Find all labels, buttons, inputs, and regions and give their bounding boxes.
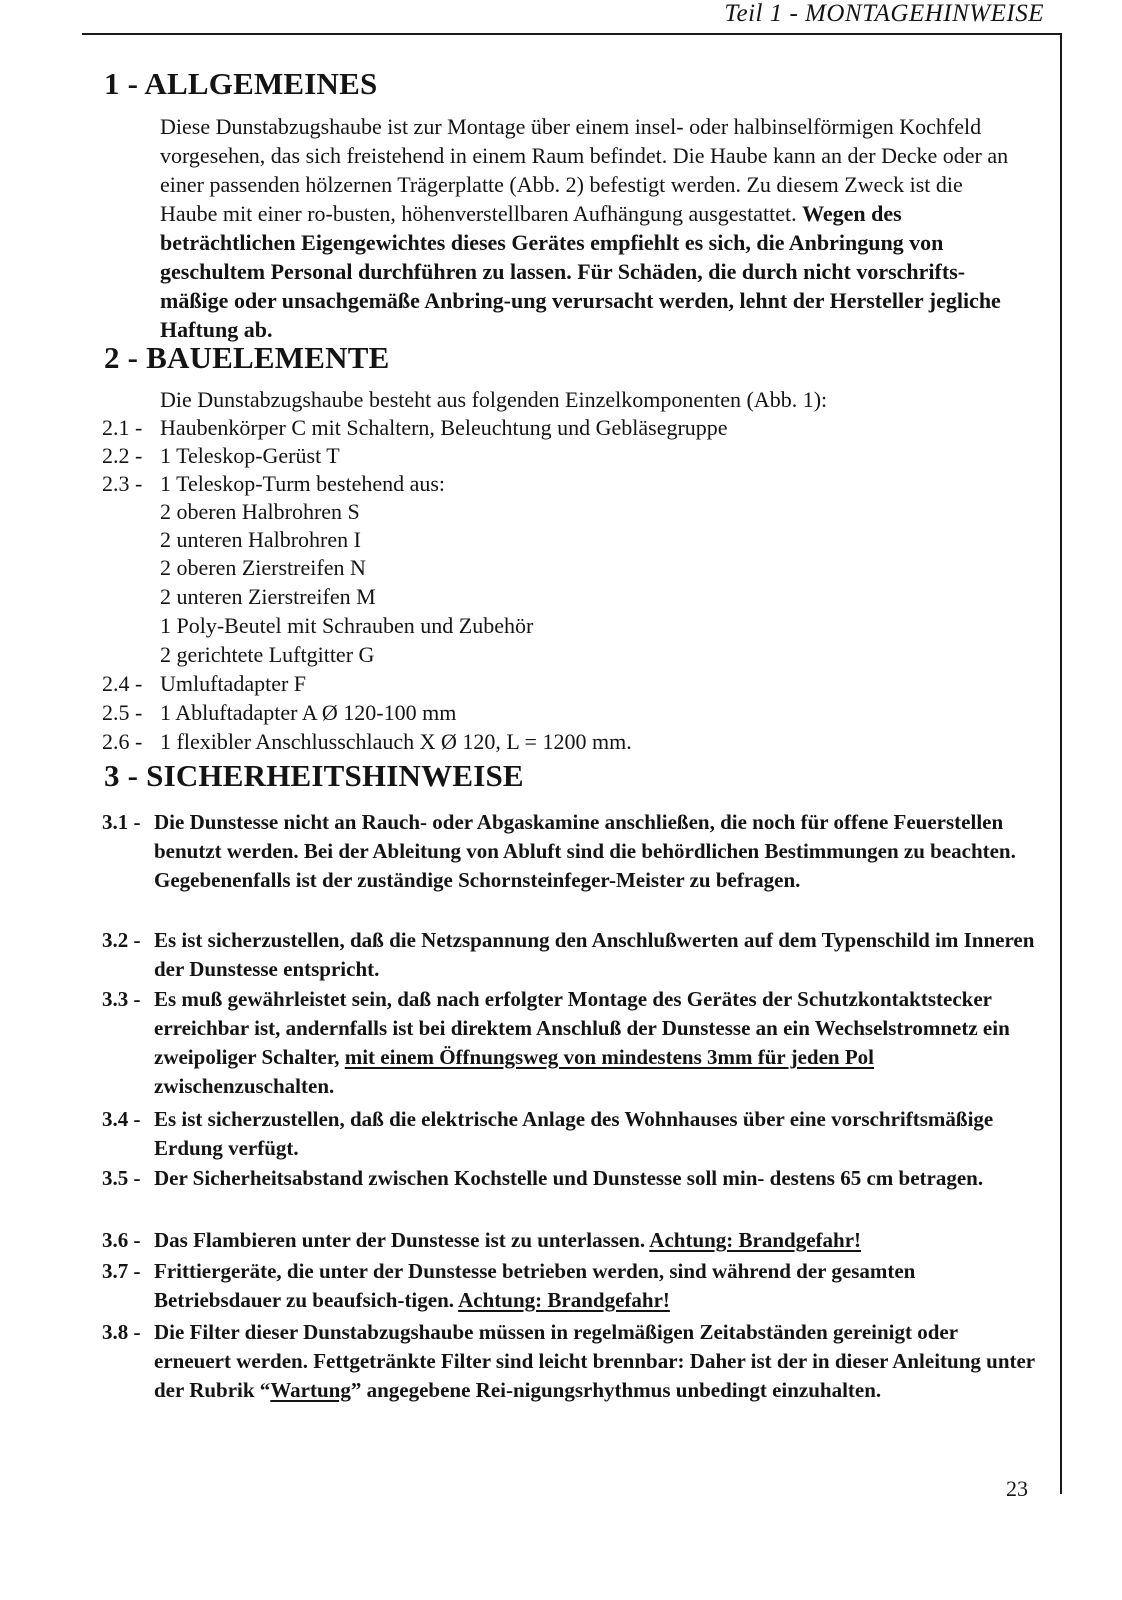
section-heading-allgemeines: 1 - ALLGEMEINES — [104, 66, 378, 101]
item-number: 3.1 - — [102, 810, 141, 834]
safety-item-3-2 — [102, 926, 1037, 984]
safety-item-3-4 — [102, 1105, 1037, 1163]
section-heading-sicherheitshinweise: 3 - SICHERHEITSHINWEISE — [104, 758, 524, 793]
section-heading-bauelemente: 2 - BAUELEMENTE — [104, 340, 390, 375]
item-text: Die Filter dieser Dunstabzugshaube müssen in regelmäßigen Zeitabständen gereinigt oder erneuert werden. Fettgetränkte Filter sind leicht brennbar: Daher ist der in dieser Anleitung unter der Rubrik “ — [154, 1320, 1035, 1402]
item-text: Das Flambieren unter der Dunstesse ist zu unterlassen. — [154, 1228, 646, 1252]
safety-item-3-7 — [102, 1257, 1037, 1315]
sub-item: 1 Poly-Beutel mit Schrauben und Zubehör — [160, 613, 534, 638]
item-underlined-text: mit einem Öffnungsweg von mindestens 3mm für jeden Pol — [344, 1045, 874, 1069]
item-number: 3.3 - — [102, 987, 141, 1011]
item-text: 1 Abluftadapter A Ø 120-100 mm — [160, 700, 457, 725]
item-number: 3.4 - — [102, 1107, 141, 1131]
item-number: 3.8 - — [102, 1320, 141, 1344]
sub-item: 2 unteren Halbrohren I — [160, 527, 361, 552]
item-tail-text: ” angegebene Rei-nigungsrhythmus unbedingt einzuhalten. — [350, 1378, 882, 1402]
allgemeines-warning-text: Wegen des beträchtlichen Eigengewichtes dieses Gerätes empfiehlt es sich, die Anbringung von geschultem Personal durchführen zu lassen. Für Schäden, die durch nicht vorschrifts-mäßige oder unsachgemäße Anbring-ung verursacht werden, lehnt der Hersteller jegliche Haftung ab. — [160, 201, 1001, 342]
safety-item-3-8 — [102, 1318, 1037, 1405]
item-text: 1 Teleskop-Turm bestehend aus: — [160, 471, 446, 496]
list-item — [102, 469, 445, 498]
item-text: 1 Teleskop-Gerüst T — [160, 443, 340, 468]
safety-item-3-1 — [102, 808, 1037, 895]
item-underlined-text: Wartung — [270, 1378, 351, 1402]
sub-item: 2 gerichtete Luftgitter G — [160, 642, 375, 667]
page-header-title: Teil 1 - MONTAGEHINWEISE — [724, 0, 1044, 27]
allgemeines-paragraph — [160, 112, 1020, 344]
item-text: Frittiergeräte, die unter der Dunstesse betrieben werden, sind während der gesamten Betriebsdauer zu beaufsich-tigen. — [154, 1259, 916, 1312]
sub-item: 2 unteren Zierstreifen M — [160, 584, 376, 609]
item-number: 2.5 - — [102, 700, 143, 725]
sub-item: 2 oberen Zierstreifen N — [160, 555, 366, 580]
bauelemente-intro: Die Dunstabzugshaube besteht aus folgenden Einzelkomponenten (Abb. 1): — [160, 387, 828, 412]
item-number: 3.2 - — [102, 928, 141, 952]
item-text: Es ist sicherzustellen, daß die elektrische Anlage des Wohnhauses über eine vorschriftsmäßige Erdung verfügt. — [154, 1107, 994, 1160]
item-text: Die Dunstesse nicht an Rauch- oder Abgaskamine anschließen, die noch für offene Feuerstellen benutzt werden. Bei der Ableitung von Abluft sind die behördlichen Bestimmungen zu beachten. Gegebenenfalls ist der zuständige Schornsteinfeger-Meister zu befragen. — [154, 810, 1016, 892]
list-item — [102, 698, 456, 727]
list-item — [102, 413, 728, 442]
item-number: 2.1 - — [102, 415, 143, 440]
safety-item-3-5 — [102, 1164, 1037, 1193]
item-text: Der Sicherheitsabstand zwischen Kochstelle und Dunstesse soll min- destens 65 cm betragen. — [154, 1166, 984, 1190]
item-number: 3.6 - — [102, 1228, 141, 1252]
item-text: Es muß gewährleistet sein, daß nach erfolgter Montage des Gerätes der Schutzkontaktstecker erreichbar ist, andernfalls ist bei direktem Anschluß der Dunstesse an ein Wechselstromnetz ein zweipoliger Schalter, — [154, 987, 1010, 1069]
item-number: 2.4 - — [102, 671, 143, 696]
item-underlined-text: Achtung: Brandgefahr! — [458, 1288, 670, 1312]
item-tail-text: zwischenzuschalten. — [154, 1074, 335, 1098]
safety-item-3-6 — [102, 1226, 1037, 1255]
header-rule — [82, 33, 1062, 35]
list-item — [102, 441, 340, 470]
list-item — [102, 727, 632, 756]
safety-item-3-3 — [102, 985, 1037, 1101]
item-number: 3.5 - — [102, 1166, 141, 1190]
right-margin-rule — [1060, 34, 1062, 1494]
item-number: 2.2 - — [102, 443, 143, 468]
item-text: 1 flexibler Anschlusschlauch X Ø 120, L = 1200 mm. — [160, 729, 632, 754]
allgemeines-text: Diese Dunstabzugshaube ist zur Montage über einem insel- oder halbinselförmigen Kochfeld vorgesehen, das sich freistehend in einem Raum befindet. Die Haube kann an der Decke oder an einer passenden hölzernen Trägerplatte (Abb. 2) befestigt werden. Zu diesem Zweck ist die Haube mit einer ro-busten, höhenverstellbaren Aufhängung ausgestattet. — [160, 114, 1009, 226]
sub-item: 2 oberen Halbrohren S — [160, 499, 360, 524]
item-text: Haubenkörper C mit Schaltern, Beleuchtung und Gebläsegruppe — [160, 415, 728, 440]
item-number: 2.3 - — [102, 471, 143, 496]
list-item — [102, 669, 306, 698]
page-number: 23 — [1006, 1476, 1028, 1501]
item-number: 2.6 - — [102, 729, 143, 754]
item-underlined-text: Achtung: Brandgefahr! — [649, 1228, 862, 1252]
item-number: 3.7 - — [102, 1259, 141, 1283]
item-text: Umluftadapter F — [160, 671, 307, 696]
item-text: Es ist sicherzustellen, daß die Netzspannung den Anschlußwerten auf dem Typenschild im Inneren der Dunstesse entspricht. — [154, 928, 1035, 981]
